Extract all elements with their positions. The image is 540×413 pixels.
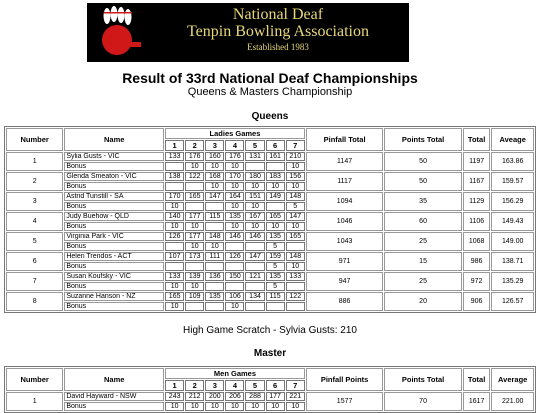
bonus-score-cell: 5: [266, 242, 285, 251]
pinfall-cell: 1577: [306, 392, 383, 411]
queens-heading: Queens: [251, 111, 289, 122]
total-cell: 1167: [463, 172, 491, 191]
game-score-cell: 135: [205, 292, 224, 301]
banner-line-1: National Deaf: [232, 6, 324, 23]
average-cell: 149.00: [491, 232, 534, 251]
game-score-cell: 107: [165, 252, 184, 261]
average-cell: 149.43: [491, 212, 534, 231]
game-score-cell: 164: [225, 192, 244, 201]
bowler-name-cell: Virginia Park - VIC: [64, 232, 164, 241]
total-cell: 1106: [463, 212, 491, 231]
page-title: Result of 33rd National Deaf Championships: [122, 70, 418, 86]
bonus-score-cell: 10: [225, 202, 244, 211]
game-score-cell: 115: [205, 212, 224, 221]
game-score-cell: 161: [266, 152, 285, 161]
game-score-cell: 106: [225, 292, 244, 301]
game-score-cell: 126: [225, 252, 244, 261]
game-score-cell: 147: [245, 252, 264, 261]
game-score-cell: 176: [185, 152, 204, 161]
bonus-score-cell: 10: [205, 162, 224, 171]
game-score-cell: 212: [185, 392, 204, 401]
game-score-cell: 122: [185, 172, 204, 181]
bonus-score-cell: 10: [185, 222, 204, 231]
game-score-cell: 177: [185, 232, 204, 241]
bonus-score-cell: [266, 162, 285, 171]
pinfall-cell: 1094: [306, 192, 383, 211]
game-score-cell: 148: [205, 232, 224, 241]
bonus-score-cell: 10: [185, 242, 204, 251]
game-score-cell: 148: [286, 192, 305, 201]
game-number-header: 3: [205, 380, 224, 391]
bowler-name-cell: Suzanne Hanson - NZ: [64, 292, 164, 301]
points-cell: 25: [384, 232, 461, 251]
game-score-cell: 288: [245, 392, 264, 401]
average-cell: 126.57: [491, 292, 534, 311]
game-score-cell: 122: [286, 292, 305, 301]
bonus-score-cell: 10: [266, 222, 285, 231]
game-score-cell: 147: [205, 192, 224, 201]
total-cell: 1129: [463, 192, 491, 211]
rank-cell: 3: [6, 192, 63, 211]
game-score-cell: 165: [185, 192, 204, 201]
game-score-cell: 173: [185, 252, 204, 261]
game-score-cell: 134: [245, 292, 264, 301]
game-score-cell: 177: [185, 212, 204, 221]
bonus-score-cell: 10: [165, 302, 184, 311]
points-cell: 15: [384, 252, 461, 271]
game-score-cell: 133: [165, 152, 184, 161]
bonus-score-cell: [286, 242, 305, 251]
col-pinfall-header: Pinfall Points: [306, 368, 383, 391]
pinfall-cell: 886: [306, 292, 383, 311]
game-number-header: 6: [266, 380, 285, 391]
col-pinfall-header: Pinfall Total: [306, 128, 383, 151]
page-subtitle: Queens & Masters Championship: [187, 86, 353, 98]
bonus-score-cell: 10: [286, 182, 305, 191]
bonus-score-cell: [165, 262, 184, 271]
bonus-score-cell: 10: [245, 222, 264, 231]
game-number-header: 7: [286, 380, 305, 391]
points-cell: 60: [384, 212, 461, 231]
bonus-score-cell: 10: [245, 182, 264, 191]
rank-cell: 1: [6, 152, 63, 171]
bonus-label-cell: Bonus: [64, 262, 164, 271]
bowler-name-cell: Glenda Smeaton - VIC: [64, 172, 164, 181]
col-name-header: Name: [64, 128, 164, 151]
col-total-header: Total: [463, 368, 491, 391]
game-number-header: 2: [185, 140, 204, 151]
bonus-score-cell: 10: [165, 202, 184, 211]
bonus-score-cell: [266, 202, 285, 211]
average-cell: 156.29: [491, 192, 534, 211]
bonus-score-cell: 10: [225, 162, 244, 171]
pinfall-cell: 1046: [306, 212, 383, 231]
col-points-header: Points Total: [384, 128, 461, 151]
bonus-score-cell: 10: [205, 182, 224, 191]
pinfall-cell: 947: [306, 272, 383, 291]
game-score-cell: 176: [225, 152, 244, 161]
game-score-cell: 126: [165, 232, 184, 241]
total-cell: 1068: [463, 232, 491, 251]
game-number-header: 4: [225, 380, 244, 391]
bonus-score-cell: 10: [245, 402, 264, 411]
bonus-score-cell: 10: [286, 162, 305, 171]
game-score-cell: 135: [266, 232, 285, 241]
bowler-name-cell: Susan Koufsky - VIC: [64, 272, 164, 281]
bowler-name-cell: Sylia Gusts - VIC: [64, 152, 164, 161]
bonus-score-cell: [185, 262, 204, 271]
bonus-score-cell: 10: [185, 282, 204, 291]
game-score-cell: 115: [266, 292, 285, 301]
bonus-score-cell: 10: [165, 282, 184, 291]
game-score-cell: 165: [266, 212, 285, 221]
bonus-score-cell: [205, 262, 224, 271]
bonus-score-cell: 10: [225, 182, 244, 191]
col-average-header: Aveage: [491, 128, 534, 151]
game-score-cell: 147: [286, 212, 305, 221]
bonus-score-cell: 10: [205, 402, 224, 411]
average-cell: 163.86: [491, 152, 534, 171]
game-score-cell: 135: [266, 272, 285, 281]
average-cell: 138.71: [491, 252, 534, 271]
col-number-header: Number: [6, 128, 63, 151]
game-score-cell: 146: [225, 232, 244, 241]
game-score-cell: 121: [245, 272, 264, 281]
master-heading: Master: [253, 348, 287, 359]
master-results-table: [4, 366, 536, 413]
game-score-cell: 200: [205, 392, 224, 401]
bonus-score-cell: 10: [185, 162, 204, 171]
bonus-score-cell: [245, 282, 264, 291]
table-row: [6, 192, 534, 201]
game-number-header: 2: [185, 380, 204, 391]
rank-cell: 5: [6, 232, 63, 251]
pinfall-cell: 1043: [306, 232, 383, 251]
banner-line-3: Established 1983: [247, 42, 309, 52]
game-score-cell: 109: [185, 292, 204, 301]
rank-cell: 8: [6, 292, 63, 311]
banner-line-2: Tenpin Bowling Association: [187, 23, 369, 40]
bonus-score-cell: [205, 282, 224, 291]
col-number-header: Number: [6, 368, 63, 391]
table-row: [6, 172, 534, 181]
bonus-score-cell: [185, 302, 204, 311]
game-score-cell: 243: [165, 392, 184, 401]
bonus-score-cell: 10: [225, 222, 244, 231]
bowler-name-cell: David Hayward - NSW: [64, 392, 164, 401]
game-score-cell: 167: [245, 212, 264, 221]
points-cell: 70: [384, 392, 461, 411]
game-score-cell: 135: [225, 212, 244, 221]
bonus-label-cell: Bonus: [64, 402, 164, 411]
bonus-score-cell: [185, 202, 204, 211]
bonus-score-cell: 10: [245, 202, 264, 211]
bowling-logo-icon: [97, 6, 142, 58]
bonus-score-cell: 10: [165, 222, 184, 231]
bonus-score-cell: 5: [266, 282, 285, 291]
bonus-score-cell: [165, 182, 184, 191]
bowler-name-cell: Judy Buehow - QLD: [64, 212, 164, 221]
bonus-score-cell: 10: [185, 402, 204, 411]
table-row: [6, 292, 534, 301]
total-cell: 986: [463, 252, 491, 271]
points-cell: 50: [384, 172, 461, 191]
high-game-note: High Game Scratch - Sylvia Gusts: 210: [183, 325, 357, 336]
col-name-header: Name: [64, 368, 164, 391]
bonus-label-cell: Bonus: [64, 282, 164, 291]
average-cell: 221.00: [491, 392, 534, 411]
bonus-score-cell: [205, 302, 224, 311]
bonus-score-cell: [266, 302, 285, 311]
col-points-header: Points Total: [384, 368, 461, 391]
table-row: [6, 232, 534, 241]
bonus-score-cell: [245, 302, 264, 311]
game-score-cell: 165: [286, 232, 305, 241]
game-score-cell: 160: [205, 152, 224, 161]
pinfall-cell: 1117: [306, 172, 383, 191]
average-cell: 135.29: [491, 272, 534, 291]
bonus-score-cell: [245, 162, 264, 171]
bowler-name-cell: Helen Trendos - ACT: [64, 252, 164, 261]
game-score-cell: 133: [165, 272, 184, 281]
game-score-cell: 210: [286, 152, 305, 161]
bonus-score-cell: [225, 242, 244, 251]
table-row: [6, 392, 534, 401]
game-score-cell: 139: [185, 272, 204, 281]
pinfall-cell: 1147: [306, 152, 383, 171]
bonus-score-cell: 10: [165, 402, 184, 411]
bonus-score-cell: 10: [286, 402, 305, 411]
game-score-cell: 156: [286, 172, 305, 181]
bonus-label-cell: Bonus: [64, 162, 164, 171]
game-score-cell: 206: [225, 392, 244, 401]
game-number-header: 5: [245, 140, 264, 151]
game-number-header: 1: [165, 140, 184, 151]
col-average-header: Average: [491, 368, 534, 391]
game-score-cell: 150: [225, 272, 244, 281]
game-score-cell: 183: [266, 172, 285, 181]
queens-results-table: [4, 126, 536, 313]
col-games-header: Ladies Games: [165, 128, 305, 139]
bonus-score-cell: [205, 202, 224, 211]
bonus-score-cell: 10: [266, 182, 285, 191]
game-score-cell: 165: [165, 292, 184, 301]
game-score-cell: 138: [165, 172, 184, 181]
game-number-header: 3: [205, 140, 224, 151]
game-score-cell: 140: [165, 212, 184, 221]
total-cell: 1197: [463, 152, 491, 171]
bonus-score-cell: [165, 242, 184, 251]
bonus-label-cell: Bonus: [64, 302, 164, 311]
bonus-score-cell: 10: [225, 302, 244, 311]
game-score-cell: 149: [266, 192, 285, 201]
pinfall-cell: 971: [306, 252, 383, 271]
bonus-score-cell: [245, 262, 264, 271]
game-score-cell: 136: [205, 272, 224, 281]
table-row: [6, 272, 534, 281]
rank-cell: 1: [6, 392, 63, 411]
total-cell: 906: [463, 292, 491, 311]
game-score-cell: 170: [225, 172, 244, 181]
bonus-score-cell: [185, 182, 204, 191]
game-number-header: 6: [266, 140, 285, 151]
bonus-score-cell: [225, 282, 244, 291]
game-number-header: 4: [225, 140, 244, 151]
bonus-score-cell: [165, 162, 184, 171]
points-cell: 50: [384, 152, 461, 171]
rank-cell: 7: [6, 272, 63, 291]
total-cell: 1617: [463, 392, 491, 411]
game-score-cell: 111: [205, 252, 224, 261]
col-games-header: Men Games: [165, 368, 305, 379]
table-row: [6, 212, 534, 221]
bonus-score-cell: 10: [205, 242, 224, 251]
rank-cell: 6: [6, 252, 63, 271]
bonus-score-cell: 10: [286, 262, 305, 271]
bonus-score-cell: [225, 262, 244, 271]
game-score-cell: 180: [245, 172, 264, 181]
table-row: [6, 252, 534, 261]
bonus-score-cell: [286, 282, 305, 291]
game-number-header: 7: [286, 140, 305, 151]
rank-cell: 4: [6, 212, 63, 231]
game-score-cell: 170: [165, 192, 184, 201]
game-score-cell: 148: [286, 252, 305, 261]
points-cell: 35: [384, 192, 461, 211]
average-cell: 159.57: [491, 172, 534, 191]
game-number-header: 1: [165, 380, 184, 391]
bonus-label-cell: Bonus: [64, 222, 164, 231]
col-total-header: Total: [463, 128, 491, 151]
bonus-score-cell: [245, 242, 264, 251]
header-banner: [87, 3, 409, 62]
game-score-cell: 133: [286, 272, 305, 281]
bonus-score-cell: 10: [225, 402, 244, 411]
game-score-cell: 168: [205, 172, 224, 181]
bonus-score-cell: 5: [286, 202, 305, 211]
bonus-score-cell: 10: [266, 402, 285, 411]
game-score-cell: 177: [266, 392, 285, 401]
game-score-cell: 159: [266, 252, 285, 261]
points-cell: 25: [384, 272, 461, 291]
bonus-score-cell: 5: [266, 262, 285, 271]
total-cell: 972: [463, 272, 491, 291]
game-number-header: 5: [245, 380, 264, 391]
bonus-label-cell: Bonus: [64, 202, 164, 211]
table-row: [6, 152, 534, 161]
game-score-cell: 221: [286, 392, 305, 401]
bonus-score-cell: [286, 302, 305, 311]
bowler-name-cell: Astrid Tunstill - SA: [64, 192, 164, 201]
bonus-score-cell: [205, 222, 224, 231]
game-score-cell: 151: [245, 192, 264, 201]
rank-cell: 2: [6, 172, 63, 191]
game-score-cell: 131: [245, 152, 264, 161]
bonus-label-cell: Bonus: [64, 242, 164, 251]
banner-text: [149, 6, 407, 54]
bonus-label-cell: Bonus: [64, 182, 164, 191]
bonus-score-cell: 10: [286, 222, 305, 231]
game-score-cell: 146: [245, 232, 264, 241]
points-cell: 20: [384, 292, 461, 311]
